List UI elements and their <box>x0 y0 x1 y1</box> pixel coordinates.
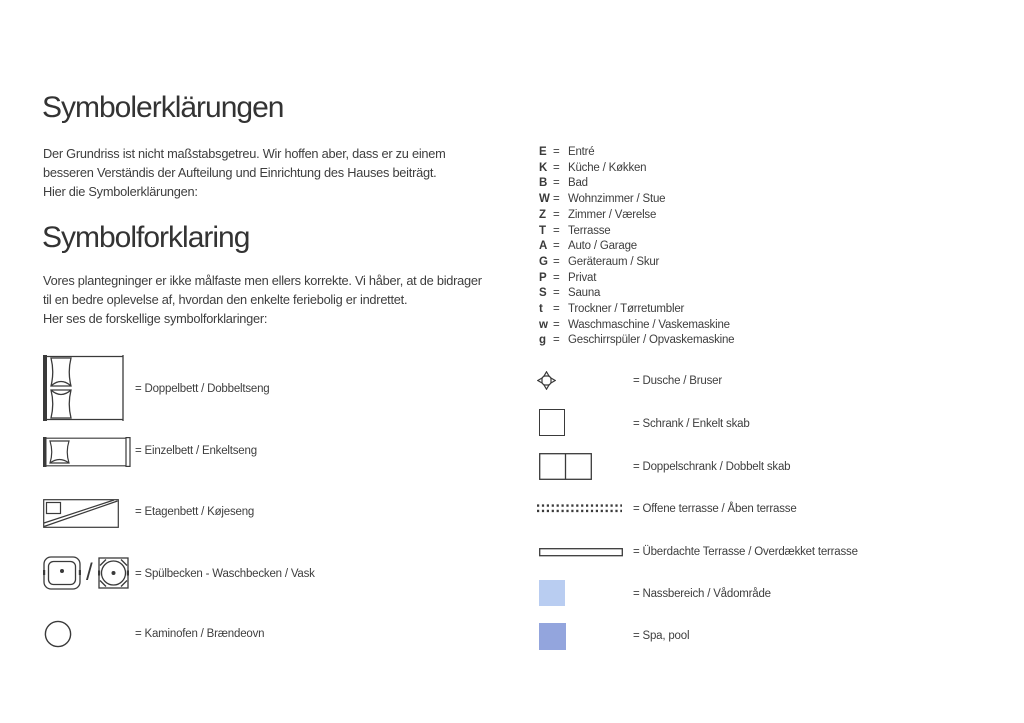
double-cabinet-icon <box>539 453 592 480</box>
room-code-row <box>539 176 734 192</box>
room-code: w <box>539 318 548 331</box>
german-title: Symbolerklärungen <box>42 91 284 124</box>
sink-washbasin-icon <box>43 556 129 590</box>
room-code: G <box>539 255 548 268</box>
room-code: Z <box>539 208 546 221</box>
danish-intro-line: til en bedre oplevelse af, hvordan den enkelte feriebolig er indrettet. <box>43 292 408 307</box>
room-code-list <box>539 145 734 349</box>
room-code: T <box>539 224 546 237</box>
room-code: g <box>539 334 546 347</box>
legend-label: = Spa, pool <box>633 630 690 642</box>
equals-sign: = <box>553 287 560 300</box>
danish-intro-line: Vores plantegninger er ikke målfaste men ellers korrekte. Vi håber, at de bidrager <box>43 273 482 288</box>
room-code-row <box>539 239 734 255</box>
room-code-row <box>539 224 734 240</box>
wood-stove-icon <box>44 620 72 648</box>
room-code-label: Küche / Køkken <box>568 161 647 174</box>
room-code-label: Wohnzimmer / Stue <box>568 193 666 206</box>
danish-intro <box>43 271 482 328</box>
single-bed-icon <box>43 437 131 467</box>
room-code: S <box>539 287 547 300</box>
danish-intro-line: Her ses de forskellige symbolforklaringer: <box>43 311 268 326</box>
equals-sign: = <box>553 146 560 158</box>
room-code-row <box>539 161 734 177</box>
equals-sign: = <box>553 240 560 253</box>
spa-pool-icon <box>539 623 566 650</box>
room-code: E <box>539 146 547 158</box>
slash-separator: / <box>86 559 93 586</box>
danish-title: Symbolforklaring <box>42 221 250 254</box>
room-code-row <box>539 286 734 302</box>
room-code: W <box>539 193 550 206</box>
double-bed-icon <box>43 355 126 421</box>
room-code: A <box>539 240 548 253</box>
legend-label: = Offene terrasse / Åben terrasse <box>633 503 797 515</box>
equals-sign: = <box>553 303 560 316</box>
room-code-label: Trockner / Tørretumbler <box>568 303 685 316</box>
legend-label: = Etagenbett / Køjeseng <box>135 506 255 518</box>
legend-label: = Dusche / Bruser <box>633 375 722 387</box>
room-code-label: Geräteraum / Skur <box>568 255 660 268</box>
sink-icon <box>43 556 81 590</box>
legend-label: = Nassbereich / Vådområde <box>633 588 771 600</box>
room-code-label: Terrasse <box>568 224 611 237</box>
room-code: P <box>539 271 547 284</box>
equals-sign: = <box>553 193 560 206</box>
german-intro-line: Hier die Symbolerklärungen: <box>43 184 198 199</box>
legend-label: = Schrank / Enkelt skab <box>633 418 750 430</box>
equals-sign: = <box>553 224 560 237</box>
covered-terrace-icon <box>539 548 623 557</box>
room-code-label: Bad <box>568 177 588 190</box>
equals-sign: = <box>553 334 560 347</box>
room-code-row <box>539 318 734 334</box>
room-code-row <box>539 271 734 287</box>
room-code: t <box>539 303 543 316</box>
legend-label: = Kaminofen / Brændeovn <box>135 628 265 640</box>
legend-label: = Spülbecken - Waschbecken / Vask <box>135 568 315 580</box>
equals-sign: = <box>553 255 560 268</box>
shower-icon <box>537 371 556 390</box>
room-code-label: Zimmer / Værelse <box>568 208 657 221</box>
room-code-row <box>539 145 734 161</box>
room-code-label: Privat <box>568 271 597 284</box>
equals-sign: = <box>553 208 560 221</box>
room-code-row <box>539 208 734 224</box>
room-code-label: Geschirrspüler / Opvaskemaskine <box>568 334 735 347</box>
german-intro-line: Der Grundriss ist nicht maßstabsgetreu. Wir hoffen aber, dass er zu einem <box>43 146 446 161</box>
legend-label: = Einzelbett / Enkeltseng <box>135 445 257 457</box>
room-code: K <box>539 161 548 174</box>
equals-sign: = <box>553 318 560 331</box>
open-terrace-icon <box>537 504 622 513</box>
room-code-row <box>539 192 734 208</box>
equals-sign: = <box>553 161 560 174</box>
legend-label: = Doppelbett / Dobbeltseng <box>135 383 270 395</box>
equals-sign: = <box>553 177 560 190</box>
legend-label: = Überdachte Terrasse / Overdækket terrasse <box>633 546 858 558</box>
bunk-bed-icon <box>43 499 119 528</box>
room-code-label: Auto / Garage <box>568 240 637 253</box>
wet-area-icon <box>539 580 565 606</box>
room-code-row <box>539 302 734 318</box>
room-code-label: Entré <box>568 146 595 158</box>
room-code-row <box>539 255 734 271</box>
room-code: B <box>539 177 548 190</box>
washbasin-icon <box>98 557 129 589</box>
german-intro <box>43 144 446 201</box>
room-code-label: Sauna <box>568 287 601 300</box>
german-intro-line: besseren Verständis der Aufteilung und Einrichtung des Hauses beiträgt. <box>43 165 437 180</box>
room-code-row <box>539 333 734 349</box>
single-cabinet-icon <box>539 409 565 436</box>
room-code-label: Waschmaschine / Vaskemaskine <box>568 318 730 331</box>
legend-label: = Doppelschrank / Dobbelt skab <box>633 461 791 473</box>
equals-sign: = <box>553 271 560 284</box>
